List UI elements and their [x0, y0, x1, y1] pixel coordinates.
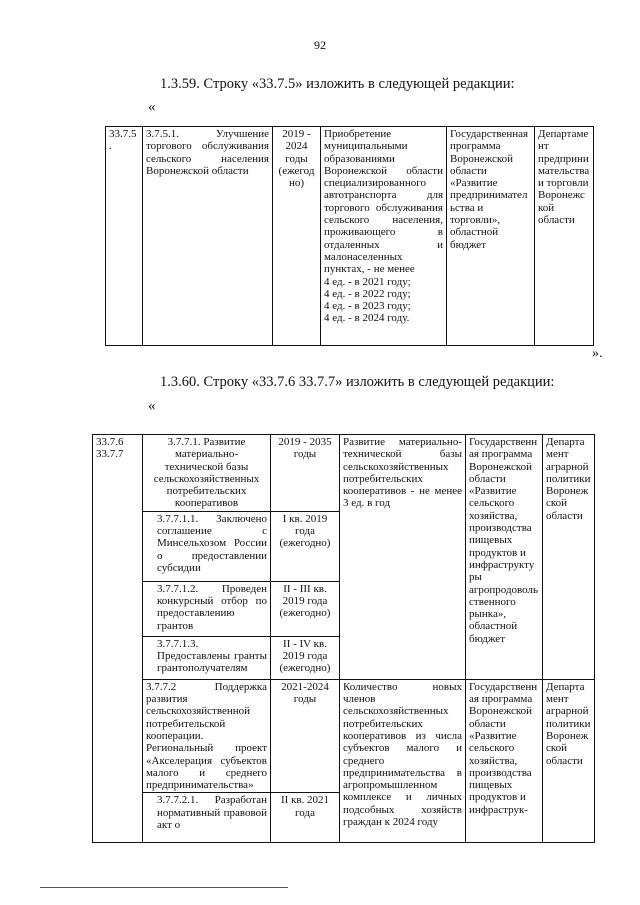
measure-name: 3.7.7.1. Развитие материально-технической базы сельскохозяйственных потребительских кооперативов — [143, 435, 271, 512]
measure-period: 2021-2024 годы — [271, 679, 340, 793]
table-row — [106, 127, 594, 346]
open-quote-1: « — [148, 99, 156, 115]
amendment-table-1 — [105, 126, 594, 346]
measure-name: 3.7.5.1. Улучшение торгового обслуживания сельского населения Воронежской области — [143, 127, 273, 346]
executor: Департамент предпринимательства и торговли Воронежской области — [535, 127, 594, 346]
result-item: 4 ед. - в 2024 году. — [324, 312, 410, 325]
measure-result — [321, 127, 447, 346]
section-heading-2: 1.3.60. Строку «33.7.6 33.7.7» изложить в следующей редакции: — [160, 374, 555, 390]
table-row — [93, 435, 595, 512]
page-number: 92 — [314, 38, 326, 52]
measure-period: 2019 - 2024 годы (ежегодно) — [273, 127, 321, 346]
amendment-table-2 — [92, 434, 595, 843]
executor: Департамент аграрной политики Воронежской области — [543, 435, 595, 680]
result-item: 4 ед. - в 2022 году; — [324, 287, 411, 300]
close-quote-1: ». — [592, 346, 603, 361]
subitem-name: 3.7.7.2.1. Разработан нормативный правовой акт о — [143, 793, 271, 843]
measure-name: 3.7.7.2 Поддержка развития сельскохозяйственной потребительской кооперации. Региональный проект «Акселерация субъектов малого и среднего предпринимательства» — [143, 679, 271, 793]
open-quote-2: « — [148, 398, 156, 414]
result-item: 4 ед. - в 2021 году; — [324, 275, 411, 288]
funding-source: Государственная программа Воронежской области «Развитие предпринимательства и торговли», областной бюджет — [447, 127, 535, 346]
subitem-period: II - III кв. 2019 года (ежегодно) — [271, 581, 340, 636]
subitem-name: 3.7.7.1.3. Предоставлены гранты грантополучателям — [143, 636, 271, 679]
row-code: 33.7.5. — [106, 127, 143, 346]
subitem-name: 3.7.7.1.2. Проведен конкурсный отбор по предоставлению грантов — [143, 581, 271, 636]
section-heading-1: 1.3.59. Строку «33.7.5» изложить в следующей редакции: — [160, 76, 515, 92]
subitem-period: II - IV кв. 2019 года (ежегодно) — [271, 636, 340, 679]
measure-result: Количество новых членов сельскохозяйственных потребительских кооперативов из числа субъектов малого и среднего предпринимательства в агропромышленном комплексе и личных подсобных хозяйств граждан к 2024 году — [340, 679, 466, 843]
funding-source: Государственная программа Воронежской области «Развитие сельского хозяйства, производства пищевых продуктов и инфраструк- — [466, 679, 543, 843]
result-item: 4 ед. - в 2023 году; — [324, 300, 411, 313]
result-text: Приобретение муниципальными образованиями Воронежской области специализированного автотранспорта для торгового обслуживания сельского населения, проживающего в отдаленных и малонаселенных пунктах, - не менее — [324, 128, 443, 276]
executor: Департамент аграрной политики Воронежской области — [543, 679, 595, 843]
subitem-period: II кв. 2021 года — [271, 793, 340, 843]
subitem-period: I кв. 2019 года (ежегодно) — [271, 511, 340, 581]
measure-result: Развитие материально-технической базы сельскохозяйственных потребительских кооперативов - не менее 3 ед. в год — [340, 435, 466, 680]
measure-period: 2019 - 2035 годы — [271, 435, 340, 512]
subitem-name: 3.7.7.1.1. Заключено соглашение с Минсельхозом России о предоставлении субсидии — [143, 511, 271, 581]
table-row — [93, 679, 595, 793]
funding-source: Государственная программа Воронежской области «Развитие сельского хозяйства, производства пищевых продуктов и инфраструктуры агропродовольственного рынка», областной бюджет — [466, 435, 543, 680]
row-code: 33.7.6 33.7.7 — [93, 435, 143, 843]
footer-divider — [40, 887, 288, 888]
